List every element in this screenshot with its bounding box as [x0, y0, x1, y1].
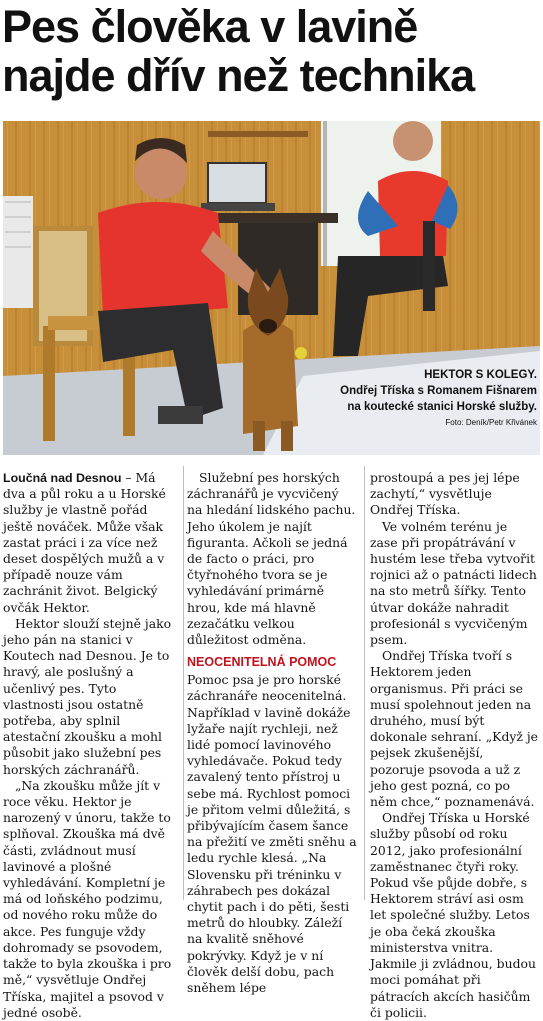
- article-column-1: [3, 470, 176, 1021]
- article-column-2: [187, 470, 357, 996]
- headline-line-2: najde dřív než technika: [2, 50, 475, 101]
- paragraph-9: Ondřej Tříska u Horské služby působí od roku 2012, jako profesionální zaměstnanec čtyři roky. Pokud vše půjde dobře, s Hektorem stráví asi osm let společné služby. Letos je oba čeká zkouška ministerstva vnitra. Jakmile ji zvládnou, budou moci pomáhat při pátracích akcích hasičům či policii.: [370, 810, 536, 1020]
- dateline-place: Loučná nad Desnou: [3, 471, 122, 485]
- paragraph-2: Hektor slouží stejně jako jeho pán na stanici v Koutech nad Desnou. Je to hravý, ale poslušný a učenlivý pes. Tyto vlastnosti jsou ostatně potřeba, aby splnil atestační zkoušku a mohl působit jako služební pes horských záchranářů.: [3, 615, 172, 777]
- headline-line-1: Pes člověka v lavině: [2, 1, 418, 52]
- article-headline: [2, 2, 542, 100]
- article-column-3: [370, 470, 538, 1021]
- paragraph-1-text: – Má dva a půl roku a u Horské služby je vlastně pořád ještě nováček. Může však zastat práci i za více než deset dospělých mužů a v případě nouze vám zachránit život. Belgický ovčák Hektor.: [3, 470, 166, 615]
- column-divider-2: [364, 466, 365, 900]
- paragraph-7: Ve volném terénu je zase při propátrávání v hustém lese třeba vytvořit rojnici až o patnácti lidech na sto metrů šířky. Tento útvar dokáže nahradit profesionál s vycvičeným psem.: [370, 518, 537, 648]
- photo-credit: Foto: Deník/Petr Křivánek: [445, 418, 537, 427]
- paragraph-8: Ondřej Tříska tvoří s Hektorem jeden organismus. Při práci se musí spolehnout jeden na druhého, musí být dokonale sehraní. „Když je pejsek zkušenější, pozoruje psovoda a už z jeho gest pozná, co po něm chce,“ poznamenává.: [370, 648, 539, 810]
- caption-title: HEKTOR S KOLEGY.: [424, 369, 537, 381]
- column-divider-1: [183, 466, 184, 900]
- paragraph-5: Pomoc psa je pro horské záchranáře neocenitelná. Například v lavině dokáže lyžaře najít rychleji, než lidé pomocí lavinového vyhledávače. Pokud tedy zavalený tento přístroj u sebe má. Rychlost pomoci je přitom velmi důležitá, s přibývajícím časem šance na přežití ve změti sněhu a ledu rychle klesá. „Na Slovensku při tréninku v záhrabech pes dokázal chytit pach i do pěti, šesti metrů do hloubky. Záleží na kvalitě sněhové pokrývky. Když je v ní člověk delší dobu, pach sněhem lépe: [187, 672, 357, 996]
- paragraph-3: „Na zkoušku může jít v roce věku. Hektor je narozený v únoru, takže to splňoval. Zkouška má dvě části, zvládnout musí lavinové a plošné vyhledávání. Kompletní je má od loňského podzimu, od nového roku může do akce. Pes funguje vždy dohromady se psovodem, takže to byla zkouška i pro mě,“ vysvětluje Ondřej Tříska, majitel a psovod v jedné osobě.: [3, 777, 172, 1020]
- paragraph-6: prostoupá a pes jej lépe zachytí,“ vysvětluje Ondřej Tříska.: [370, 470, 520, 518]
- caption-text: Ondřej Tříska s Romanem Fišnarem na koutecké stanici Horské služby.: [340, 385, 537, 413]
- section-subheading: NEOCENITELNÁ POMOC: [187, 655, 337, 670]
- photo-caption: [332, 368, 537, 430]
- paragraph-1: [3, 470, 176, 616]
- paragraph-4: Služební pes horských záchranářů je vycvičený na hledání lidského pachu. Jeho úkolem je najít figuranta. Ačkoli se jedná de facto o práci, pro čtyřnohého tvora se je vyhledávání primárně hrou, kde má hlavně zezačátku velkou důležitost odměna.: [187, 470, 356, 648]
